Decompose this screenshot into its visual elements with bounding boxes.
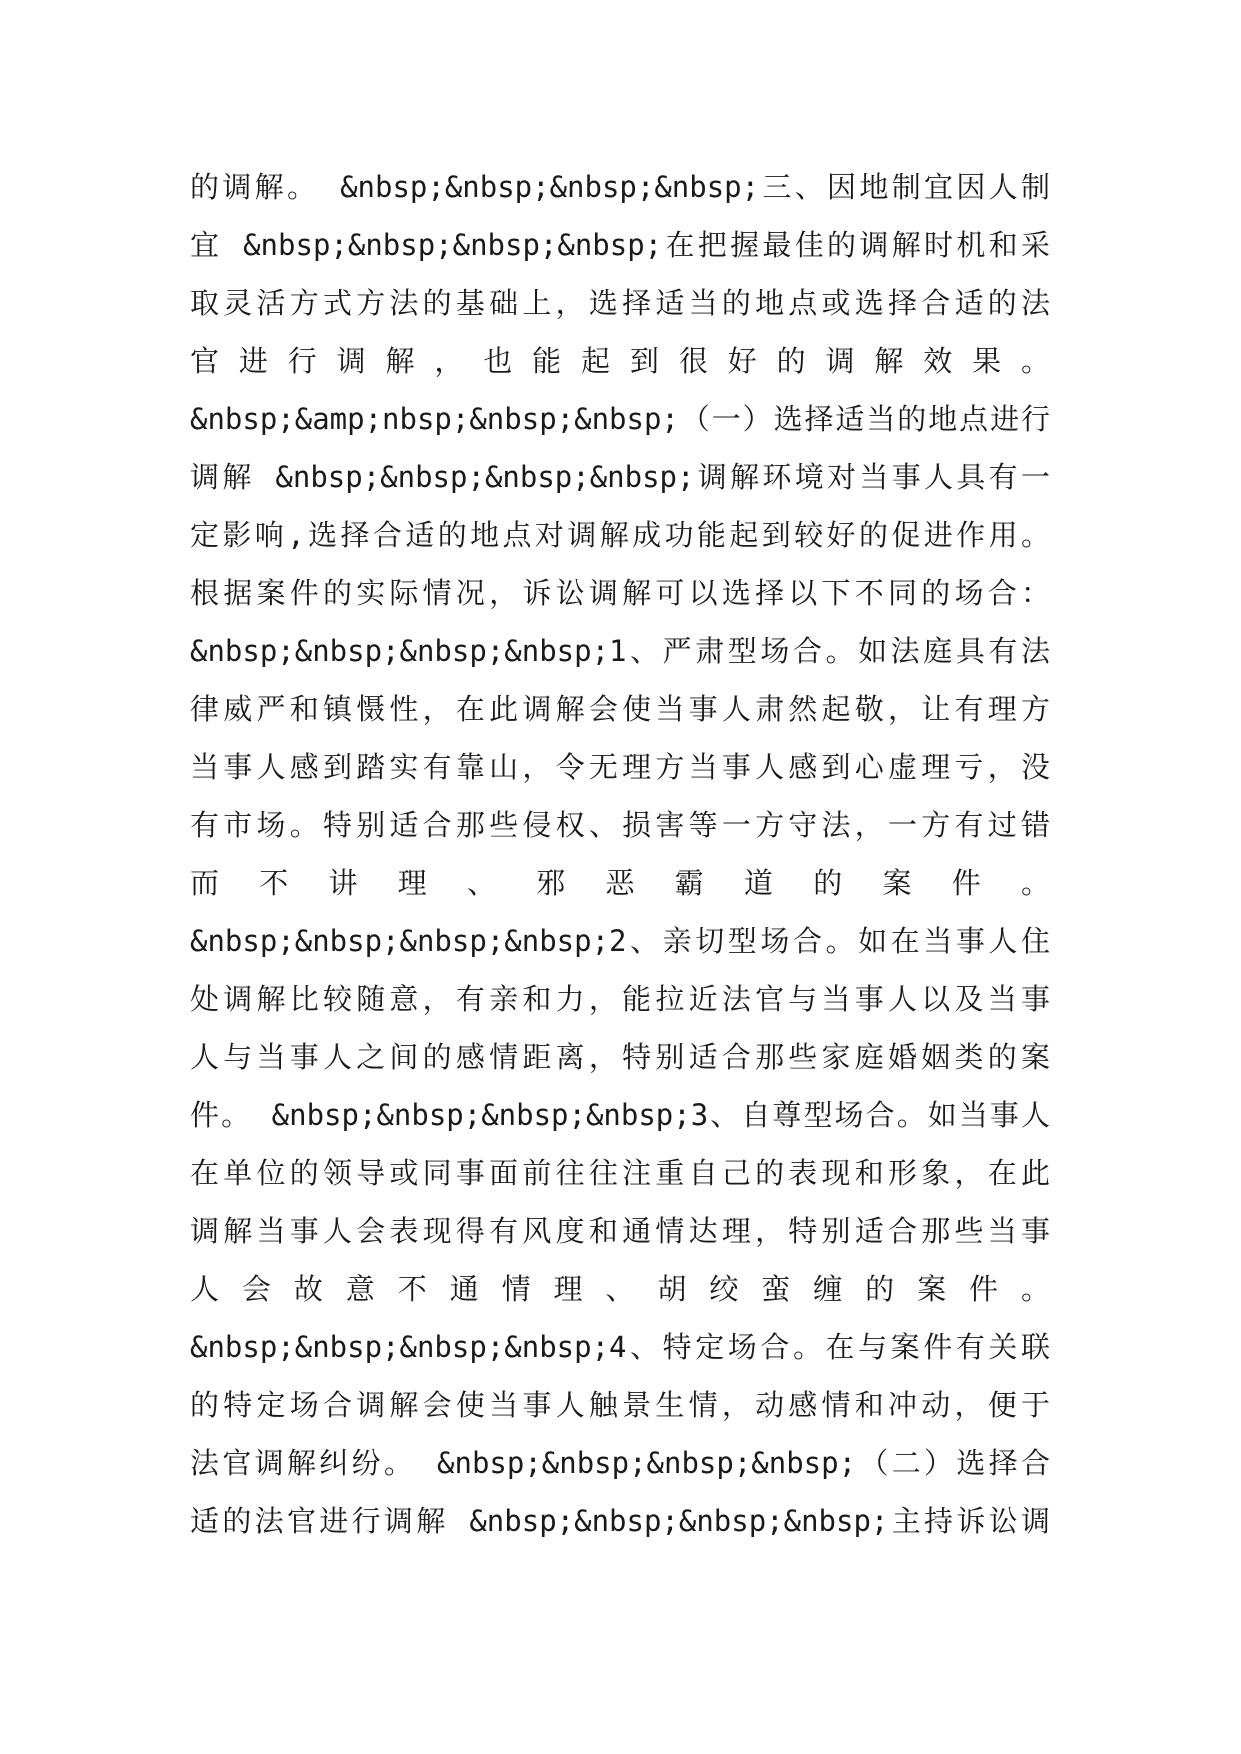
text-line: 而不讲理、邪恶霸道的案件。 xyxy=(190,866,1050,900)
text-line: 调解 &nbsp;&nbsp;&nbsp;&nbsp;调解环境对当事人具有一 xyxy=(190,460,1050,494)
text-line: 法官调解纠纷。 &nbsp;&nbsp;&nbsp;&nbsp;（二）选择合 xyxy=(190,1446,1050,1480)
text-line: 件。 &nbsp;&nbsp;&nbsp;&nbsp;3、自尊型场合。如当事人 xyxy=(190,1098,1050,1132)
text-line: 调解当事人会表现得有风度和通情达理，特别适合那些当事 xyxy=(190,1214,1050,1248)
text-line: 宜 &nbsp;&nbsp;&nbsp;&nbsp;在把握最佳的调解时机和采 xyxy=(190,228,1050,262)
text-line: 处调解比较随意，有亲和力，能拉近法官与当事人以及当事 xyxy=(190,982,1050,1016)
text-line: 适的法官进行调解 &nbsp;&nbsp;&nbsp;&nbsp;主持诉讼调 xyxy=(190,1504,1050,1538)
text-line: 根据案件的实际情况，诉讼调解可以选择以下不同的场合： xyxy=(190,576,1050,610)
text-line: 当事人感到踏实有靠山，令无理方当事人感到心虚理亏，没 xyxy=(190,750,1050,784)
text-line: 律威严和镇慑性，在此调解会使当事人肃然起敬，让有理方 xyxy=(190,692,1050,726)
text-line: &nbsp;&nbsp;&nbsp;&nbsp;1、严肃型场合。如法庭具有法 xyxy=(190,634,1050,668)
text-line: 官进行调解，也能起到很好的调解效果。 xyxy=(190,344,1050,378)
text-line: 人与当事人之间的感情距离，特别适合那些家庭婚姻类的案 xyxy=(190,1040,1050,1074)
text-line: 人会故意不通情理、胡绞蛮缠的案件。 xyxy=(190,1272,1050,1306)
text-line: 的特定场合调解会使当事人触景生情，动感情和冲动，便于 xyxy=(190,1388,1050,1422)
text-line: 有市场。特别适合那些侵权、损害等一方守法，一方有过错 xyxy=(190,808,1050,842)
text-line: 的调解。 &nbsp;&nbsp;&nbsp;&nbsp;三、因地制宜因人制 xyxy=(190,170,1050,204)
text-line: 在单位的领导或同事面前往往注重自己的表现和形象，在此 xyxy=(190,1156,1050,1190)
text-line: &nbsp;&nbsp;&nbsp;&nbsp;2、亲切型场合。如在当事人住 xyxy=(190,924,1050,958)
text-line: 取灵活方式方法的基础上，选择适当的地点或选择合适的法 xyxy=(190,286,1050,320)
text-line: 定影响,选择合适的地点对调解成功能起到较好的促进作用。 xyxy=(190,518,1050,552)
text-line: &nbsp;&nbsp;&nbsp;&nbsp;4、特定场合。在与案件有关联 xyxy=(190,1330,1050,1364)
text-line: &nbsp;&amp;nbsp;&nbsp;&nbsp;（一）选择适当的地点进行 xyxy=(190,402,1050,436)
body-text xyxy=(190,158,1050,1550)
